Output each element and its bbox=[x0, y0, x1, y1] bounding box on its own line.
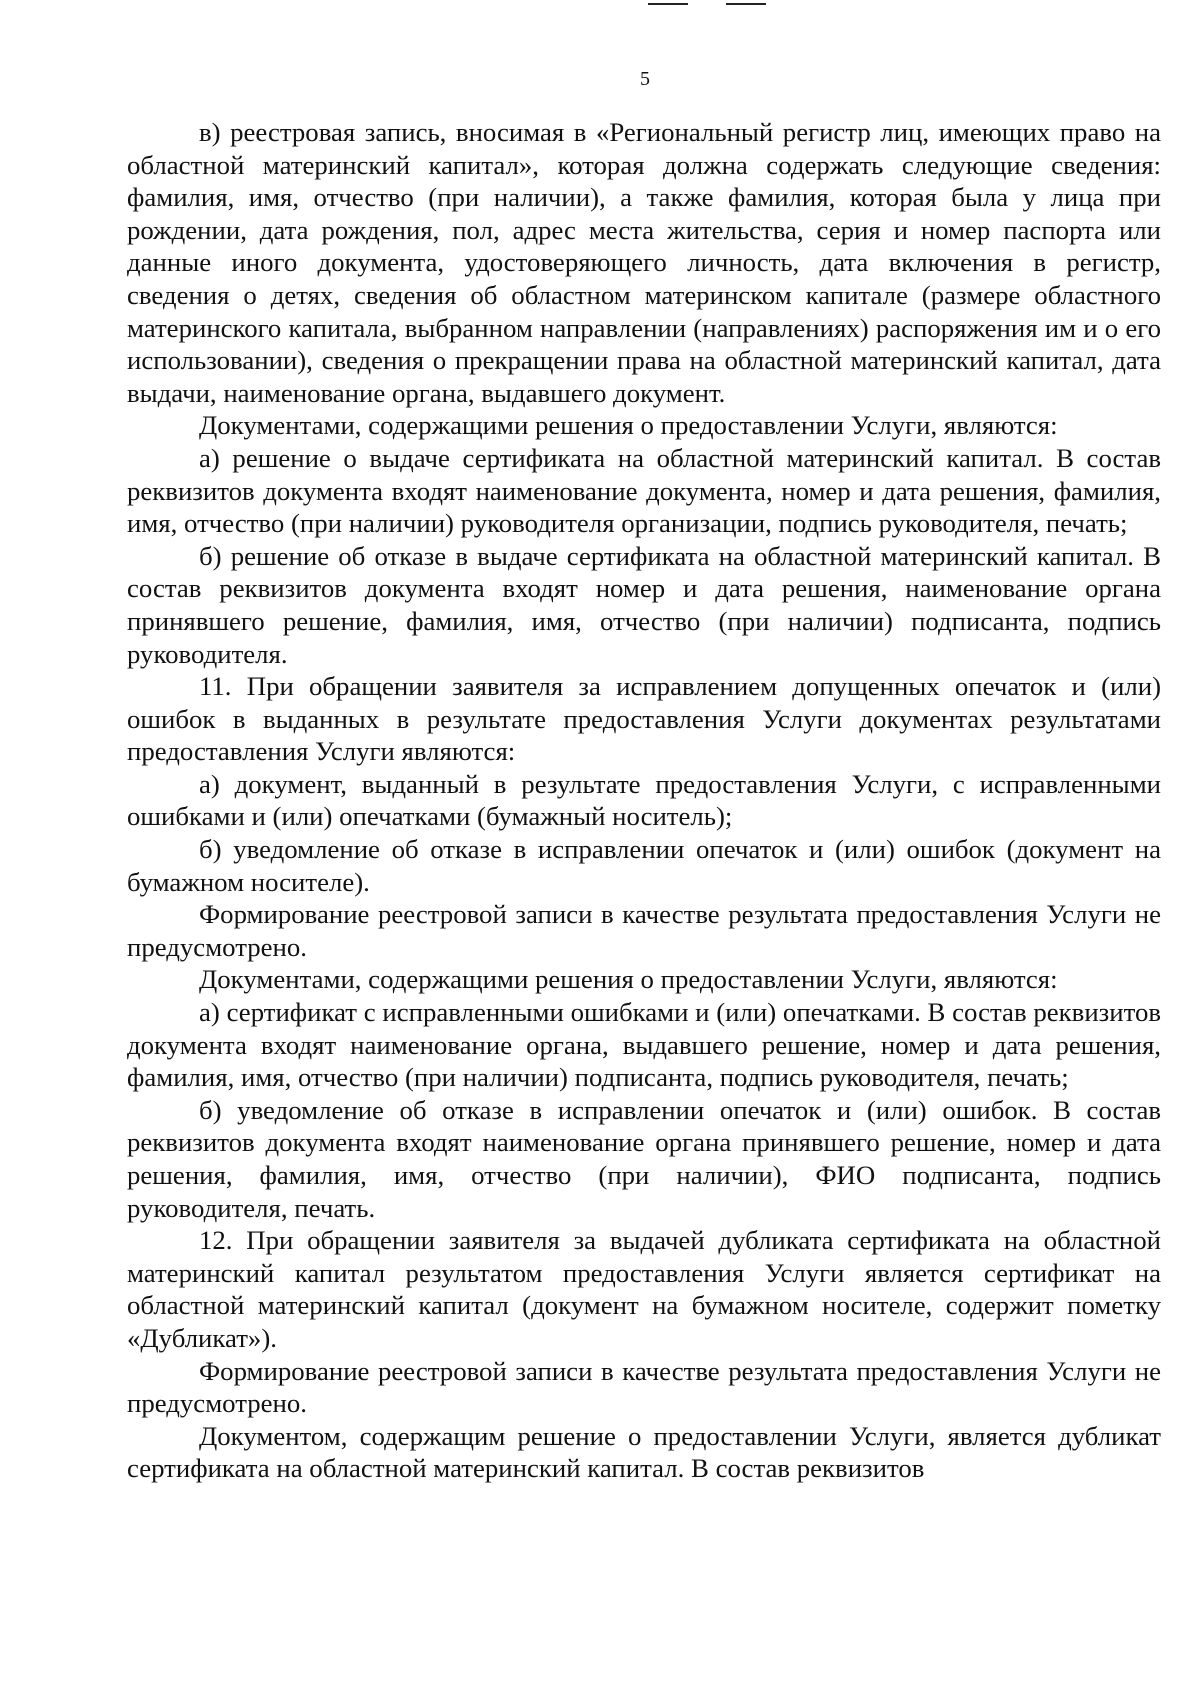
page-number: 5 bbox=[640, 68, 650, 90]
paragraph-decision-refusal: б) решение об отказе в выдаче сертификата на областной материнский капитал. В состав реквизитов документа входят номер и дата решения, наименование органа принявшего решение, фамилия, имя, отчество (при наличии) подписанта, подпись руководителя. bbox=[127, 540, 1161, 669]
paragraph-section-12: 12. При обращении заявителя за выдачей дубликата сертификата на областной материнский капитал результатом предоставления Услуги является сертификат на областной материнский капитал (документ на бумажном носителе, содержит пометку «Дубликат»). bbox=[127, 1225, 1161, 1353]
document-body bbox=[127, 116, 1161, 1485]
paragraph-no-registry-entry: Формирование реестровой записи в качестве результата предоставления Услуги не предусмотрено. bbox=[127, 899, 1161, 962]
scan-mark bbox=[726, 3, 766, 5]
scan-mark bbox=[648, 3, 688, 5]
scan-edge-marks bbox=[648, 0, 768, 8]
paragraph-section-11: 11. При обращении заявителя за исправлением допущенных опечаток и (или) ошибок в выданных в результате предоставления Услуги документах результатами предоставления Услуги являются: bbox=[127, 671, 1161, 767]
paragraph-correction-refusal-notice: б) уведомление об отказе в исправлении опечаток и (или) ошибок (документ на бумажном носителе). bbox=[127, 834, 1161, 897]
paragraph-decision-documents-heading-2: Документами, содержащими решения о предоставлении Услуги, являются: bbox=[199, 964, 1058, 995]
paragraph-duplicate-certificate: Документом, содержащим решение о предоставлении Услуги, является дубликат сертификата на областной материнский капитал. В состав реквизитов bbox=[127, 1420, 1161, 1484]
paragraph-corrected-document: а) документ, выданный в результате предоставления Услуги, с исправленными ошибками и (или) опечатками (бумажный носитель); bbox=[127, 768, 1161, 832]
paragraph-no-registry-entry-2: Формирование реестровой записи в качестве результата предоставления Услуги не предусмотрено. bbox=[127, 1355, 1161, 1419]
paragraph-correction-refusal-requisites: б) уведомление об отказе в исправлении опечаток и (или) ошибок. В состав реквизитов документа входят наименование органа принявшего решение, номер и дата решения, фамилия, имя, отчество (при наличии), ФИО подписанта, подпись руководителя, печать. bbox=[127, 1094, 1161, 1223]
paragraph-corrected-certificate: а) сертификат с исправленными ошибками и (или) опечатками. В состав реквизитов документа входят наименование органа, выдавшего решение, номер и дата решения, фамилия, имя, отчество (при наличии) подписанта, подпись руководителя, печать; bbox=[127, 997, 1161, 1093]
paragraph-decision-issue-certificate: а) решение о выдаче сертификата на областной материнский капитал. В состав реквизитов документа входят наименование документа, номер и дата решения, фамилия, имя, отчество (при наличии) руководителя организации, подпись руководителя, печать; bbox=[127, 442, 1161, 539]
paragraph-registry-entry: в) реестровая запись, вносимая в «Региональный регистр лиц, имеющих право на областной материнский капитал», которая должна содержать следующие сведения: фамилия, имя, отчество (при наличии), а также фамилия, которая была у лица при рождении, дата рождения, пол, адрес места жительства, серия и номер паспорта или данные иного документа, удостоверяющего личность, дата включения в регистр, сведения о детях, сведения об областном материнском капитале (размере областного материнского капитала, выбранном направлении (направлениях) распоряжения им и о его использовании), сведения о прекращении права на областной материнский капитал, дата выдачи, наименование органа, выдавшего документ. bbox=[127, 117, 1161, 408]
paragraph-decision-documents-heading: Документами, содержащими решения о предоставлении Услуги, являются: bbox=[199, 410, 1058, 441]
